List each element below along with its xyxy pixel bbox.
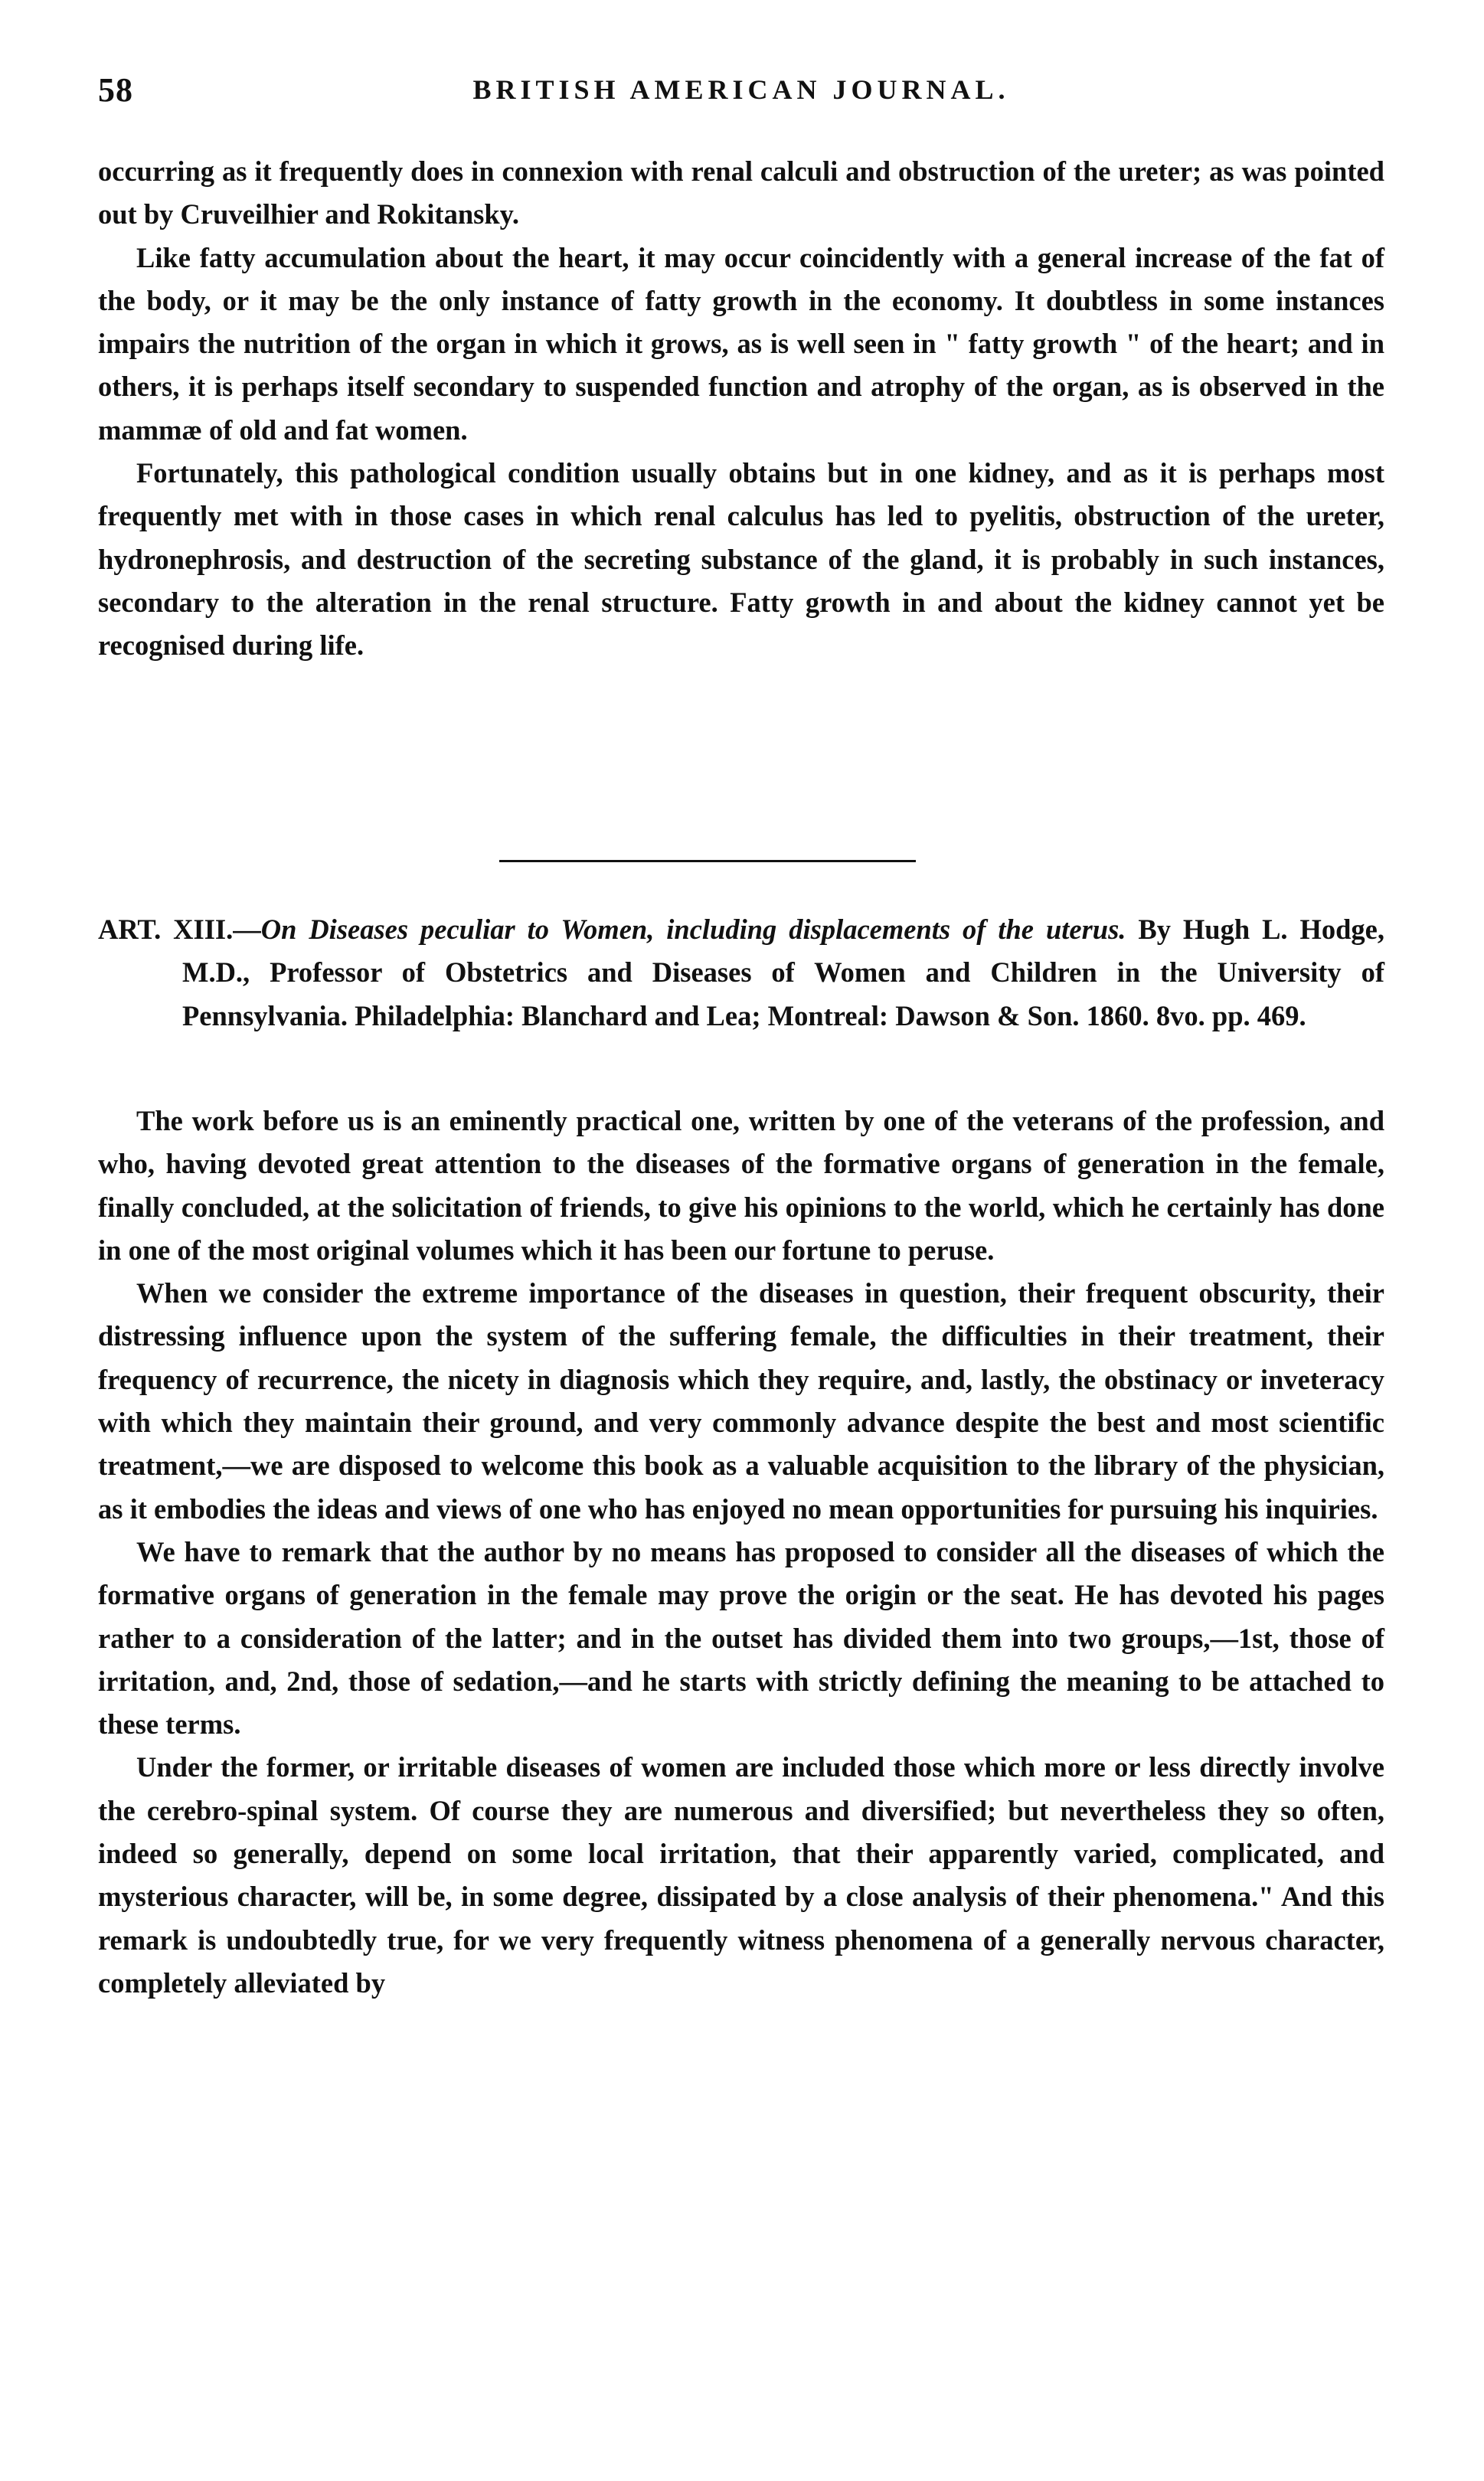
article-heading	[98, 908, 1384, 1038]
paragraph: Fortunately, this pathological condition usually obtains but in one kidney, and as it is perhaps most frequently met with in those cases in which renal calculus has led to pyelitis, obstruction of the ureter, hydronephrosis, and destruction of the secreting substance of the gland, it is probably in such instances, secondary to the alteration in the renal structure. Fatty growth in and about the kidney cannot yet be recognised during life.	[98, 457, 1384, 662]
section-one-body	[98, 150, 1384, 668]
paragraph: Under the former, or irritable diseases of women are included those which more or less directly involve the cerebro-spinal system. Of course they are numerous and diversified; but nevertheless they so often, indeed so generally, depend on some local irritation, that their apparently varied, complicated, and mysterious character, will be, in some degree, dissipated by a close analysis of their phenomena." And this remark is undoubtedly true, for we very frequently witness phenomena of a generally nervous character, completely alleviated by	[98, 1751, 1384, 1999]
article-citation: By Hugh L. Hodge, M.D., Professor of Obstetrics and Diseases of Women and Children in the University of Pennsylvania. Philadelphia: Blanchard and Lea; Montreal: Dawson & Son. 1860. 8vo. pp. 469.	[182, 914, 1384, 1031]
article-title: On Diseases peculiar to Women, including displacements of the uterus.	[260, 914, 1126, 945]
article-number: ART. XIII.—	[98, 914, 261, 945]
review-body	[98, 1100, 1384, 2005]
paragraph: The work before us is an eminently practical one, written by one of the veterans of the profession, and who, having devoted great attention to the diseases of the formative organs of generation in the female, finally concluded, at the solicitation of friends, to give his opinions to the world, which he certainly has done in one of the most original volumes which it has been our fortune to peruse.	[98, 1105, 1384, 1266]
running-head: BRITISH AMERICAN JOURNAL.	[472, 74, 1010, 105]
paragraph: occurring as it frequently does in connexion with renal calculi and obstruction of the ureter; as was pointed out by Cruveilhier and Rokitansky.	[98, 155, 1384, 230]
paragraph: Like fatty accumulation about the heart, it may occur coincidently with a general increase of the fat of the body, or it may be the only instance of fatty growth in the economy. It doubtless in some instances impairs the nutrition of the organ in which it grows, as is well seen in " fatty growth " of the heart; and in others, it is perhaps itself secondary to suspended function and atrophy of the organ, as is observed in the mammæ of old and fat women.	[98, 241, 1384, 446]
section-divider-rule	[499, 860, 916, 862]
paragraph: When we consider the extreme importance of the diseases in question, their frequent obscurity, their distressing influence upon the system of the suffering female, the difficulties in their treatment, their frequency of recurrence, the nicety in diagnosis which they require, and, lastly, the obstinacy or inveteracy with which they maintain their ground, and very commonly advance despite the best and most scientific treatment,—we are disposed to welcome this book as a valuable acquisition to the library of the physician, as it embodies the ideas and views of one who has enjoyed no mean opportunities for pursuing his inquiries.	[98, 1277, 1384, 1525]
page-header	[98, 70, 1384, 116]
paragraph: We have to remark that the author by no means has proposed to consider all the diseases of which the formative organs of generation in the female may prove the origin or the seat. He has devoted his pages rather to a consideration of the latter; and in the outset has divided them into two groups,—1st, those of irritation, and, 2nd, those of sedation,—and he starts with strictly defining the meaning to be attached to these terms.	[98, 1535, 1384, 1741]
page-number: 58	[98, 71, 133, 109]
